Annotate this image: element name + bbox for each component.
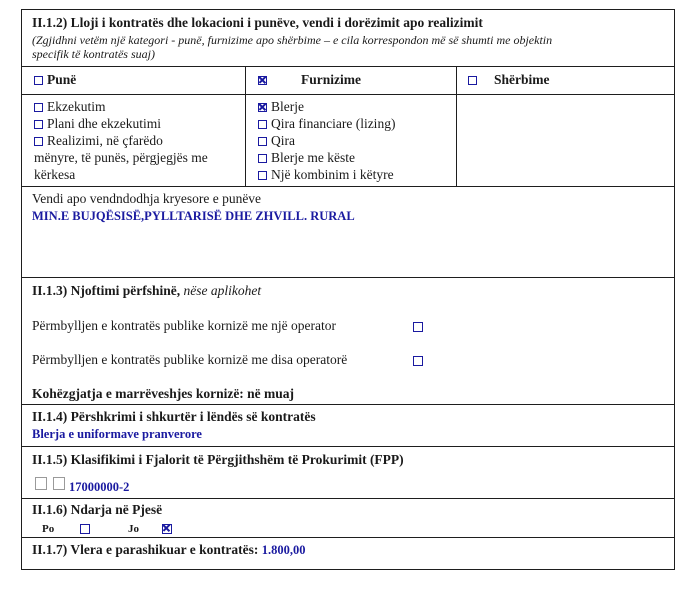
supply-option-rent[interactable] [258, 133, 295, 149]
works-option-plan[interactable] [34, 116, 161, 132]
lots-yes-checkbox[interactable] [80, 524, 90, 534]
supply-option-installments[interactable] [258, 150, 355, 166]
works-option-execution[interactable] [34, 99, 105, 115]
contract-form [21, 9, 675, 570]
lots-yes-label: Po [42, 523, 55, 535]
section-117 [22, 538, 674, 569]
category-header-row [22, 67, 674, 95]
lots-no-checkbox-checked[interactable] [162, 524, 172, 534]
section-116 [22, 499, 674, 538]
realization-checkbox[interactable] [34, 137, 43, 146]
category-works[interactable] [34, 72, 76, 88]
cpv-box-2[interactable] [53, 477, 65, 490]
section-116-heading: II.1.6) Ndarja në Pjesë [32, 502, 163, 517]
category-services-label: Shërbime [494, 72, 550, 87]
combination-label: Një kombinim i këtyre [271, 167, 394, 182]
section-112-note-line1: (Zgjidhni vetëm një kategori - punë, furnizime apo shërbime – e cila korrespondon më së shumti me objektin [32, 33, 553, 47]
purchase-checkbox-checked[interactable] [258, 103, 267, 112]
works-option-realization-cont2: kërkesa [34, 167, 76, 182]
plan-label: Plani dhe ekzekutimi [47, 116, 161, 131]
framework-single-operator-checkbox[interactable] [413, 322, 423, 332]
category-supply-label: Furnizime [301, 72, 361, 87]
section-114-value: Blerja e uniformave pranverore [32, 427, 202, 441]
supply-option-combination[interactable] [258, 167, 394, 183]
cpv-code: 17000000-2 [69, 480, 130, 494]
column-divider-2 [456, 67, 457, 187]
framework-multi-operator-checkbox[interactable] [413, 356, 423, 366]
lots-no-label: Jo [128, 523, 139, 535]
realization-label: Realizimi, në çfarëdo [47, 133, 163, 148]
category-works-label: Punë [47, 72, 77, 87]
installments-checkbox[interactable] [258, 154, 267, 163]
works-checkbox[interactable] [34, 76, 43, 85]
section-113-heading-italic: nëse aplikohet [183, 283, 262, 298]
works-option-realization[interactable] [34, 133, 163, 149]
section-113-heading: II.1.3) Njoftimi përfshinë, [32, 283, 181, 298]
section-115-heading: II.1.5) Klasifikimi i Fjalorit të Përgjithshëm të Prokurimit (FPP) [32, 452, 404, 467]
location-label: Vendi apo vendndodhja kryesore e punëve [32, 191, 262, 206]
cpv-box-1[interactable] [35, 477, 47, 490]
framework-multi-operator-label: Përmbylljen e kontratës publike kornizë me disa operatorë [32, 352, 348, 367]
execution-checkbox[interactable] [34, 103, 43, 112]
framework-duration-label: Kohëzgjatja e marrëveshjes kornizë: në muaj [32, 386, 295, 401]
column-divider-1 [245, 67, 246, 187]
section-112-header [22, 10, 674, 67]
supply-checkbox-checked[interactable] [258, 76, 267, 85]
rent-checkbox[interactable] [258, 137, 267, 146]
supply-option-purchase[interactable] [258, 99, 304, 115]
location-value: MIN.E BUJQËSISË,PYLLTARISË DHE ZHVILL. RURAL [32, 209, 355, 223]
works-option-realization-cont1: mënyre, të punës, përgjegjës me [34, 150, 208, 165]
execution-label: Ekzekutim [47, 99, 106, 114]
supply-option-leasing[interactable] [258, 116, 395, 132]
section-115 [22, 447, 674, 499]
category-services[interactable] [468, 72, 481, 88]
services-checkbox[interactable] [468, 76, 477, 85]
section-113-heading-wrap [32, 283, 261, 299]
section-113 [22, 278, 674, 405]
section-117-value: 1.800,00 [261, 543, 306, 557]
combination-checkbox[interactable] [258, 171, 267, 180]
purchase-label: Blerje [271, 99, 304, 114]
category-supply[interactable] [258, 72, 271, 88]
section-112-note-line2: specifik të kontratës suaj) [32, 47, 155, 61]
section-117-row [32, 542, 306, 558]
section-117-heading: II.1.7) Vlera e parashikuar e kontratës: [32, 542, 259, 557]
section-114-heading: II.1.4) Përshkrimi i shkurtër i lëndës së kontratës [32, 409, 316, 424]
section-112-heading: II.1.2) Lloji i kontratës dhe lokacioni i punëve, vendi i dorëzimit apo realizimit [32, 15, 483, 30]
leasing-label: Qira financiare (lizing) [271, 116, 396, 131]
plan-checkbox[interactable] [34, 120, 43, 129]
rent-label: Qira [271, 133, 295, 148]
framework-single-operator-label: Përmbylljen e kontratës publike kornizë me një operator [32, 318, 337, 333]
installments-label: Blerje me këste [271, 150, 355, 165]
location-block [22, 187, 674, 278]
leasing-checkbox[interactable] [258, 120, 267, 129]
section-114 [22, 405, 674, 447]
category-options-row [22, 95, 674, 187]
